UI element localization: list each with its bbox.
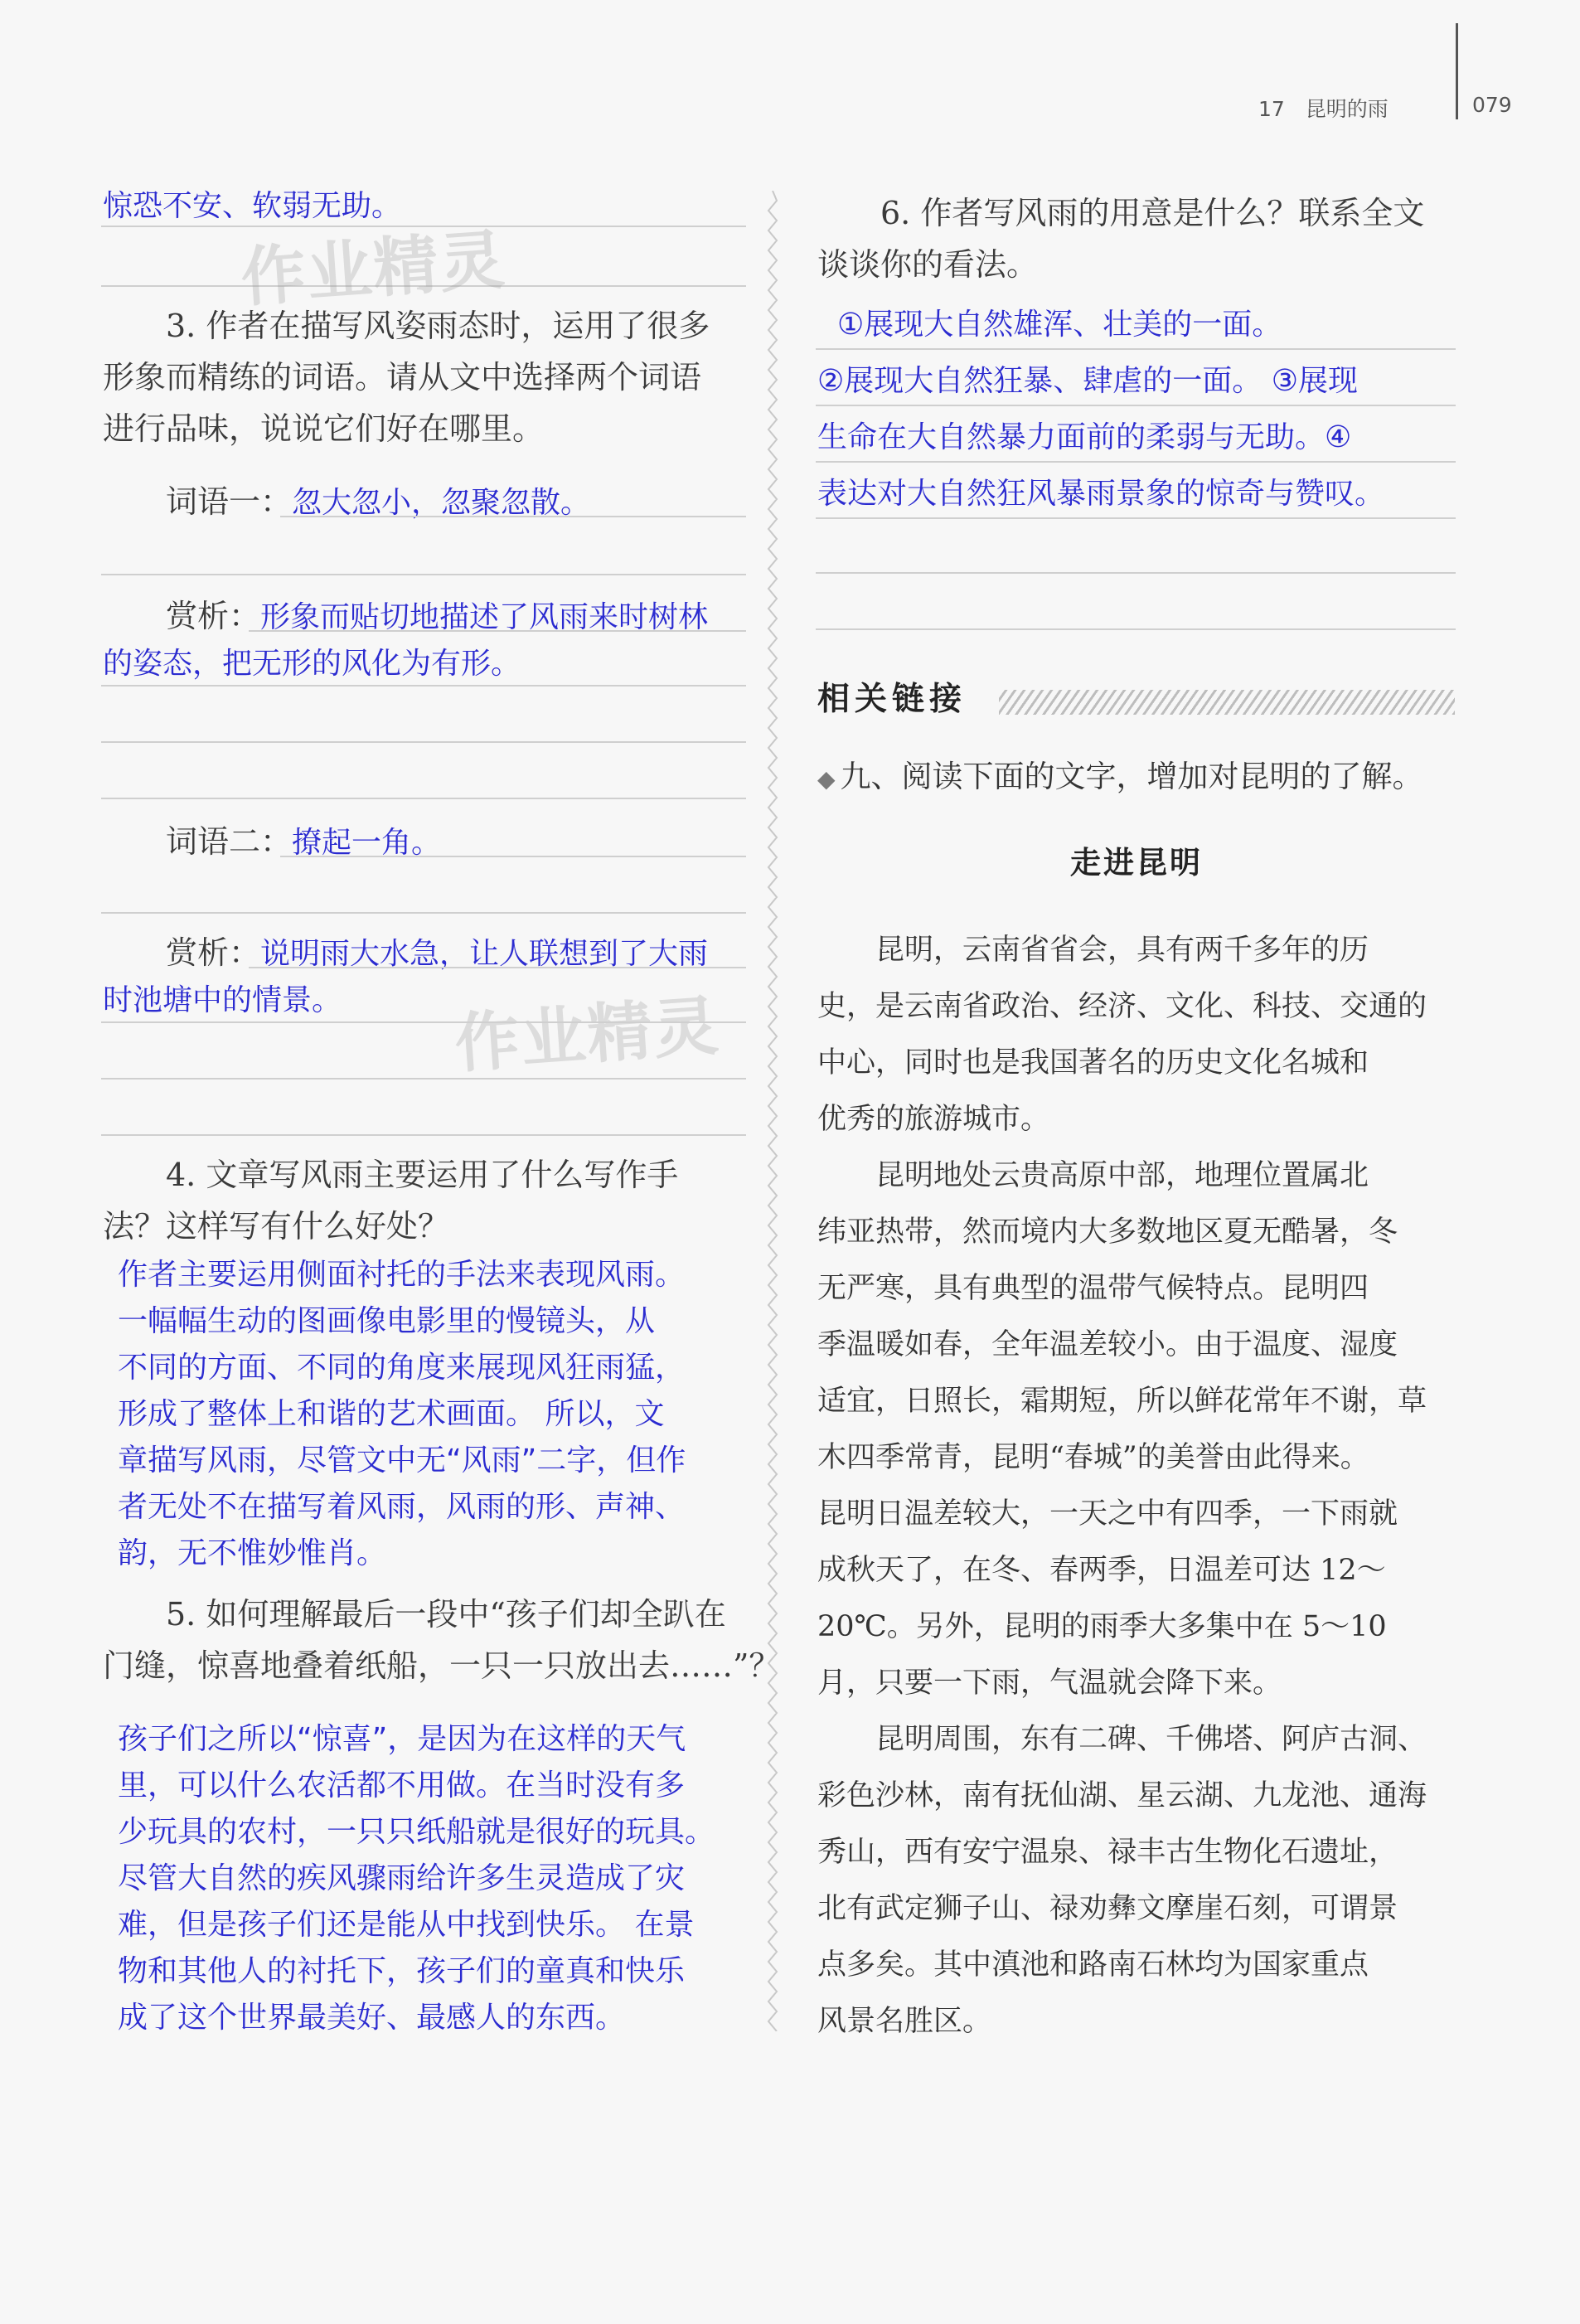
chapter-title: 17 昆明的雨 bbox=[1258, 97, 1389, 121]
answer-line bbox=[280, 856, 746, 857]
diamond-icon: ◆ bbox=[817, 765, 836, 793]
answer-line bbox=[816, 517, 1456, 519]
article-title: 走进昆明 bbox=[1070, 844, 1203, 881]
answer-line bbox=[101, 912, 746, 914]
answer-line bbox=[816, 461, 1456, 463]
answer-line bbox=[101, 741, 746, 743]
question-3: 3. 作者在描写风姿雨态时，运用了很多 形象而精练的词语。请从文中选择两个词语 进行品味，说说它们好在哪里。 bbox=[103, 308, 710, 447]
word-1-answer: 忽大忽小，忽聚忽散。 bbox=[292, 486, 591, 520]
question-4: 4. 文章写风雨主要运用了什么写作手 法？这样写有什么好处？ bbox=[103, 1157, 679, 1244]
column-divider bbox=[766, 191, 779, 2031]
watermark: 作业精灵 bbox=[238, 222, 509, 317]
analysis-1-answer: 形象而贴切地描述了风雨来时树林 bbox=[260, 600, 709, 634]
answer-line bbox=[816, 628, 1456, 630]
question-6-answer: ①展现大自然雄浑、壮美的一面。 ②展现大自然狂暴、肆虐的一面。 ③展现 生命在大自然暴力面前的柔弱与无助。④ 表达对大自然狂风暴雨景象的惊奇与赞叹。 bbox=[817, 308, 1385, 511]
answer-line bbox=[280, 516, 746, 517]
question-6: 6. 作者写风雨的用意是什么？联系全文 谈谈你的看法。 bbox=[817, 195, 1425, 283]
section-title: 相关链接 bbox=[817, 680, 967, 718]
answer-line bbox=[249, 967, 746, 968]
column-divider-zigzag bbox=[768, 191, 777, 2031]
q2-answer-tail: 惊恐不安、软弱无助。 bbox=[103, 189, 402, 223]
answer-line bbox=[101, 1021, 746, 1023]
question-5-answer: 孩子们之所以“惊喜”，是因为在这样的天气 里，可以什么农活都不用做。在当时没有多 少玩具的农村，一只只纸船就是很好的玩具。 尽管大自然的疾风骤雨给许多生灵造成了灾 难，但是孩子们还是能从中找到快乐。 在景 物和其他人的衬托下，孩子们的童真和快乐 成了这个世界最美好、最感人的东西。 bbox=[118, 1722, 715, 2035]
analysis-1-continued: 的姿态，把无形的风化为有形。 bbox=[103, 647, 521, 681]
answer-line bbox=[816, 572, 1456, 574]
analysis-2: 赏析：说明雨大水急，让人联想到了大雨 bbox=[166, 934, 709, 971]
answer-line bbox=[101, 685, 746, 687]
analysis-2-answer: 说明雨大水急，让人联想到了大雨 bbox=[260, 937, 709, 971]
article-paragraph-2: 昆明地处云贵高原中部，地理位置属北 纬亚热带，然而境内大多数地区夏无酷暑，冬 无严寒，具有典型的温带气候特点。昆明四 季温暖如春，全年温差较小。由于温度、湿度 适宜，日照长，霜期短，所以鲜花常年不谢，草 木四季常青，昆明“春城”的美誉由此得来。 昆明日温差较大，一天之中有四季，一下雨就 成秋天了，在冬、春两季，日温差可达 12～ 20℃。另外，昆明的雨季大多集中在 5～10 月，只要一下雨，气温就会降下来。 bbox=[817, 1159, 1427, 1700]
word-1: 词语一：忽大忽小，忽聚忽散。 bbox=[166, 483, 591, 520]
answer-line bbox=[816, 405, 1456, 406]
section-title-decoration bbox=[999, 690, 1455, 715]
header-divider bbox=[1456, 23, 1458, 119]
analysis-1: 赏析：形象而贴切地描述了风雨来时树林 bbox=[166, 598, 709, 634]
question-5: 5. 如何理解最后一段中“孩子们却全趴在 门缝，惊喜地叠着纸船，一只一只放出去……”？ bbox=[103, 1596, 781, 1684]
answer-line bbox=[101, 798, 746, 799]
analysis-2-continued: 时池塘中的情景。 bbox=[103, 983, 342, 1017]
page-number: 079 bbox=[1472, 93, 1512, 117]
answer-line bbox=[101, 1078, 746, 1080]
article-paragraph-3: 昆明周围，东有二碑、千佛塔、阿庐古洞、 彩色沙林，南有抚仙湖、星云湖、九龙池、通海 秀山，西有安宁温泉、禄丰古生物化石遗址， 北有武定狮子山、禄劝彝文摩崖石刻，可谓景 点多矣。其中滇池和路南石林均为国家重点 风景名胜区。 bbox=[817, 1723, 1427, 2038]
question-4-answer: 作者主要运用侧面衬托的手法来表现风雨。 一幅幅生动的图画像电影里的慢镜头，从 不同的方面、不同的角度来展现风狂雨猛， 形成了整体上和谐的艺术画面。 所以，文 章描写风雨，尽管文中无“风雨”二字，但作 者无处不在描写着风雨，风雨的形、声神、 韵，无不惟妙惟肖。 bbox=[118, 1258, 686, 1570]
answer-line bbox=[101, 574, 746, 575]
answer-line bbox=[249, 630, 746, 632]
word-2-answer: 撩起一角。 bbox=[292, 826, 442, 860]
answer-line bbox=[816, 348, 1456, 350]
task-nine: ◆ 九、阅读下面的文字，增加对昆明的了解。 bbox=[817, 759, 1423, 794]
article-paragraph-1: 昆明，云南省省会，具有两千多年的历 史，是云南省政治、经济、文化、科技、交通的 中心，同时也是我国著名的历史文化名城和 优秀的旅游城市。 bbox=[817, 934, 1427, 1136]
word-2: 词语二：撩起一角。 bbox=[166, 823, 442, 860]
answer-line bbox=[101, 1134, 746, 1136]
watermark: 作业精灵 bbox=[452, 988, 723, 1083]
